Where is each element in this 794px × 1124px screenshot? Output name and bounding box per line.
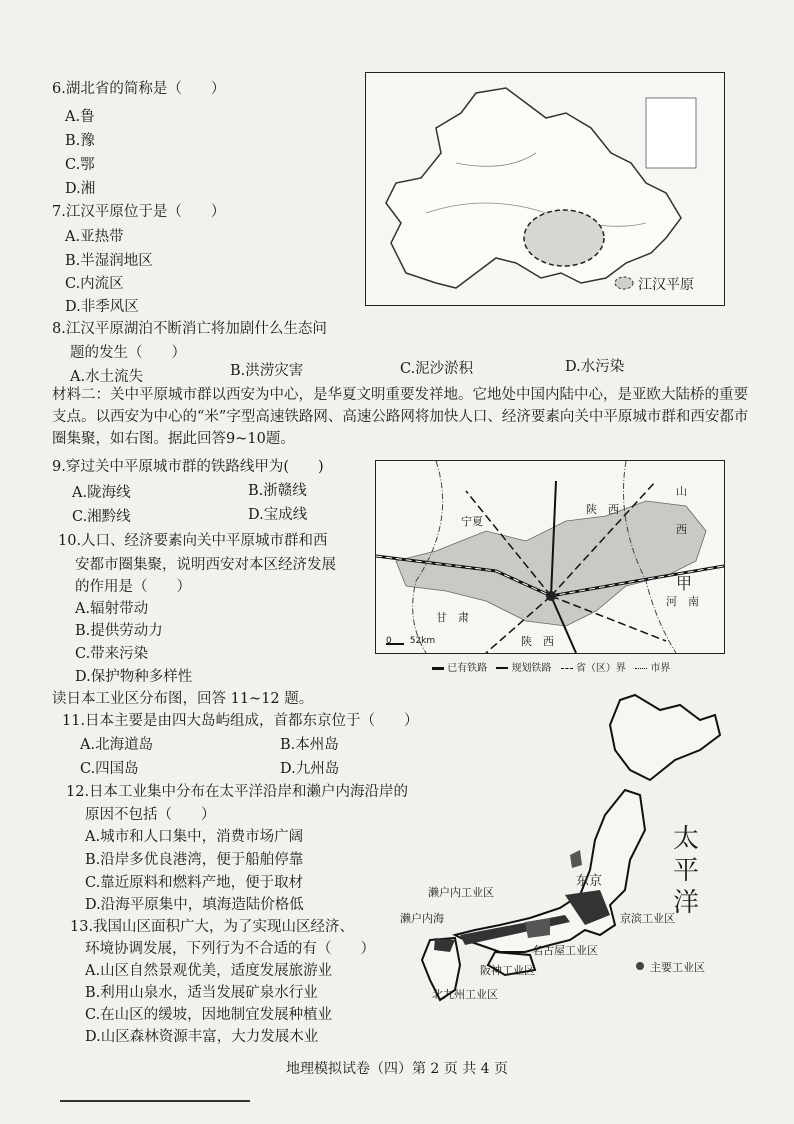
label-tokyo: 东京: [576, 874, 603, 889]
q10-stem-line1: 10.人口、经济要素向关中平原城市群和西: [58, 533, 328, 549]
q10-stem-line2: 安都市圈集聚，说明西安对本区经济发展: [75, 557, 336, 573]
q13-stem-line2: 环境协调发展，下列行为不合适的有（ ）: [85, 941, 375, 957]
q13-stem-line1: 13.我国山区面积广大，为了实现山区经济、: [70, 919, 355, 935]
q12-option-b: B.沿岸多优良港湾，便于船舶停靠: [85, 852, 304, 868]
q11-stem: 11.日本主要是由四大岛屿组成，首都东京位于（ ）: [62, 713, 419, 729]
q11-option-c: C.四国岛: [80, 761, 139, 777]
material-two: 材料二：关中平原城市群以西安为中心，是华夏文明重要发祥地。它地处中国内陆中心，是亚欧大陆桥的重要支点。以西安为中心的“米”字型高速铁路网、高速公路网将加快人口、经济要素向关中平原城市群和西安都市圈集聚，如右图。据此回答9~10题。: [52, 387, 749, 447]
q8-option-a: A.水土流失: [70, 369, 144, 385]
label-henan: 河 南: [666, 595, 699, 608]
japan-map: [400, 690, 750, 1010]
footer-rule: [60, 1100, 250, 1102]
q6-option-a: A.鲁: [65, 109, 95, 125]
page-footer: 地理模拟试卷（四）第 2 页 共 4 页: [285, 1061, 509, 1077]
jianghan-legend-label: 江汉平原: [638, 277, 694, 293]
q10-stem-line3: 的作用是（ ）: [75, 579, 191, 595]
label-shanxi-2: 西: [676, 523, 687, 536]
label-kitakyushu: 北九州工业区: [432, 988, 498, 1001]
hokkaido-outline: [610, 695, 720, 780]
q6-stem: 6.湖北省的简称是（ ）: [52, 81, 226, 97]
q13-option-a: A.山区自然景观优美，适度发展旅游业: [85, 963, 333, 979]
q12-stem-line2: 原因不包括（ ）: [85, 807, 216, 823]
guanzhong-legend: [432, 659, 732, 673]
q6-option-b: B.豫: [65, 133, 95, 149]
q7-option-c: C.内流区: [65, 276, 124, 292]
pacific-char-3: 洋: [673, 888, 700, 918]
label-hanshin: 阪神工业区: [480, 964, 535, 977]
label-gansu: 甘 肃: [436, 611, 469, 624]
label-keihin: 京滨工业区: [620, 912, 675, 925]
q10-option-d: D.保护物种多样性: [75, 669, 193, 685]
japan-read-instruction: 读日本工业区分布图，回答 11~12 题。: [52, 691, 314, 707]
q10-option-b: B.提供劳动力: [75, 623, 163, 639]
q8-option-d: D.水污染: [565, 359, 625, 375]
legend-city: 市界: [650, 663, 671, 674]
pacific-char-1: 太: [673, 824, 700, 854]
q11-option-b: B.本州岛: [280, 737, 339, 753]
q7-option-b: B.半湿润地区: [65, 253, 153, 269]
legend-prov: 省（区）界: [575, 663, 626, 674]
q13-option-d: D.山区森林资源丰富，大力发展木业: [85, 1029, 319, 1045]
q9-option-d: D.宝成线: [248, 507, 308, 523]
q12-option-a: A.城市和人口集中，消费市场广阔: [85, 829, 304, 845]
legend-planned: 规划铁路: [511, 663, 552, 674]
label-setouchi-zone: 濑户内工业区: [428, 886, 494, 899]
q8-option-c: C.泥沙淤积: [400, 361, 474, 377]
q8-stem-line2: 题的发生（ ）: [70, 345, 186, 361]
q13-option-c: C.在山区的缓坡，因地制宜发展种植业: [85, 1007, 333, 1023]
hubei-outline: [366, 73, 724, 305]
label-shaanxi-south: 陕 西: [521, 635, 554, 648]
q7-option-a: A.亚热带: [65, 229, 124, 245]
guanzhong-map: [375, 460, 725, 654]
q11-option-d: D.九州岛: [280, 761, 340, 777]
q11-option-a: A.北海道岛: [80, 737, 154, 753]
q12-option-d: D.沿海平原集中，填海造陆价格低: [85, 897, 304, 913]
q10-option-a: A.辐射带动: [75, 601, 149, 617]
label-scale: 0 52km: [386, 636, 436, 646]
label-nagoya: 名古屋工业区: [532, 944, 598, 957]
q9-option-b: B.浙赣线: [248, 483, 307, 499]
q8-option-b: B.洪涝灾害: [230, 363, 304, 379]
jianghan-plain-area: [524, 210, 604, 266]
q9-option-a: A.陇海线: [72, 485, 131, 501]
q9-option-c: C.湘黔线: [72, 509, 131, 525]
q9-stem: 9.穿过关中平原城市群的铁路线甲为( ): [52, 459, 324, 475]
q8-stem-line1: 8.江汉平原湖泊不断消亡将加剧什么生态问: [52, 321, 327, 337]
label-setouchi-sea: 濑户内海: [400, 912, 444, 925]
q10-option-c: C.带来污染: [75, 646, 149, 662]
industrial-zone-legend-dot: [636, 962, 644, 970]
q6-option-d: D.湘: [65, 181, 96, 197]
hubei-map: [365, 72, 725, 306]
q7-stem: 7.江汉平原位于是（ ）: [52, 204, 226, 220]
label-shanxi: 山: [676, 485, 687, 498]
q13-option-b: B.利用山泉水，适当发展矿泉水行业: [85, 985, 318, 1001]
legend-rail: 已有铁路: [447, 663, 488, 674]
pacific-char-2: 平: [673, 856, 700, 886]
q12-option-c: C.靠近原料和燃料产地，便于取材: [85, 875, 304, 891]
q6-option-c: C.鄂: [65, 157, 95, 173]
legend-industrial-zone: 主要工业区: [650, 961, 705, 974]
q12-stem-line1: 12.日本工业集中分布在太平洋沿岸和濑户内海沿岸的: [66, 784, 409, 800]
hubei-map-legend-box: [646, 98, 696, 168]
q7-option-d: D.非季风区: [65, 299, 139, 315]
guanzhong-map-drawing: [376, 461, 724, 653]
label-shaanxi-north: 陕 西: [586, 503, 619, 516]
label-jia: 甲: [676, 574, 693, 593]
label-ningxia: 宁夏: [461, 515, 483, 528]
